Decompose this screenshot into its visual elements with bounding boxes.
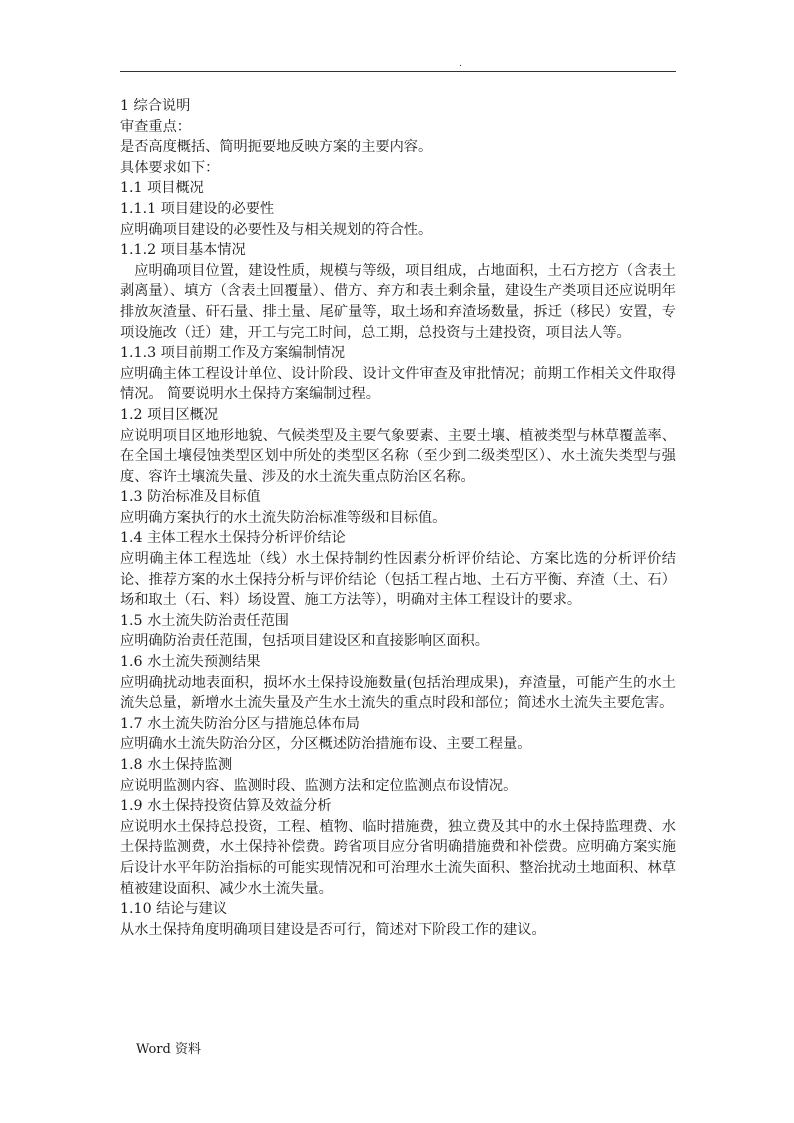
section-heading: 1.10 结论与建议 (120, 901, 228, 918)
body-paragraph: 应明确项目位置，建设性质，规模与等级，项目组成，占地面积，土石方挖方（含表土剥离量）、填方（含表土回覆量）、借方、弃方和表土剩余量，建设生产类项目还应说明年排放灰渣量、矸石量、排土量、尾矿量等，取土场和弃渣场数量，拆迁（移民）安置，专项设施改（迁）建，开工与完工时间，总工期，总投资与土建投资，项目法人等。 (120, 262, 676, 341)
section-heading: 1.3 防治标准及目标值 (120, 489, 261, 506)
body-paragraph: 应明确项目建设的必要性及与相关规划的符合性。 (120, 221, 433, 238)
body-paragraph: 应明确水土流失防治分区，分区概述防治措施布设、主要工程量。 (120, 736, 532, 753)
section-heading: 1.1.3 项目前期工作及方案编制情况 (120, 345, 346, 362)
body-paragraph: 应明确方案执行的水土流失防治标准等级和目标值。 (120, 509, 447, 526)
section-heading: 1.4 主体工程水土保持分析评价结论 (120, 530, 346, 547)
section-heading: 1.1.2 项目基本情况 (120, 242, 246, 259)
body-paragraph: 应明确主体工程选址（线）水土保持制约性因素分析评价结论、方案比选的分析评价结论、推荐方案的水土保持分析与评价结论（包括工程占地、土石方平衡、弃渣（土、石）场和取土（石、料）场设置、施工方法等），明确对主体工程设计的要求。 (120, 551, 676, 609)
body-paragraph: 应明确防治责任范围，包括项目建设区和直接影响区面积。 (120, 633, 489, 650)
body-paragraph: 从水土保持角度明确项目建设是否可行，简述对下阶段工作的建议。 (120, 921, 546, 938)
body-paragraph: 具体要求如下： (120, 159, 220, 176)
body-paragraph: 应明确扰动地表面积，损坏水土保持设施数量(包括治理成果)，弃渣量，可能产生的水土流失总量，新增水土流失量及产生水土流失的重点时段和部位；简述水土流失主要危害。 (120, 674, 676, 712)
section-heading: 1.1 项目概况 (120, 180, 204, 197)
section-heading: 1.6 水土流失预测结果 (120, 654, 261, 671)
section-heading: 1.7 水土流失防治分区与措施总体布局 (120, 715, 360, 732)
section-heading: 1.2 项目区概况 (120, 406, 219, 423)
header-mark: . (459, 59, 462, 69)
body-paragraph: 应说明监测内容、监测时段、监测方法和定位监测点布设情况。 (120, 777, 518, 794)
section-heading: 1 综合说明 (120, 98, 191, 114)
body-paragraph: 审查重点： (120, 118, 191, 135)
document-body (120, 96, 676, 940)
header-rule (120, 71, 676, 72)
body-paragraph: 应明确主体工程设计单位、设计阶段、设计文件审查及审批情况；前期工作相关文件取得情况。 简要说明水土保持方案编制过程。 (120, 365, 676, 403)
page-footer: Word 资料 (136, 1042, 201, 1057)
body-paragraph: 是否高度概括、简明扼要地反映方案的主要内容。 (120, 139, 433, 156)
body-paragraph: 应说明项目区地形地貌、气候类型及主要气象要素、主要土壤、植被类型与林草覆盖率、在全国土壤侵蚀类型区划中所处的类型区名称（至少到二级类型区）、水土流失类型与强度、容许土壤流失量、涉及的水土流失重点防治区名称。 (120, 427, 676, 485)
section-heading: 1.9 水土保持投资估算及效益分析 (120, 798, 332, 815)
body-paragraph: 应说明水土保持总投资，工程、植物、临时措施费，独立费及其中的水土保持监理费、水土保持监测费，水土保持补偿费。跨省项目应分省明确措施费和补偿费。应明确方案实施后设计水平年防治指标的可能实现情况和可治理水土流失面积、整治扰动土地面积、林草植被建设面积、减少水土流失量。 (120, 818, 676, 897)
section-heading: 1.1.1 项目建设的必要性 (120, 200, 275, 217)
section-heading: 1.8 水土保持监测 (120, 757, 233, 773)
section-heading: 1.5 水土流失防治责任范围 (120, 612, 289, 629)
